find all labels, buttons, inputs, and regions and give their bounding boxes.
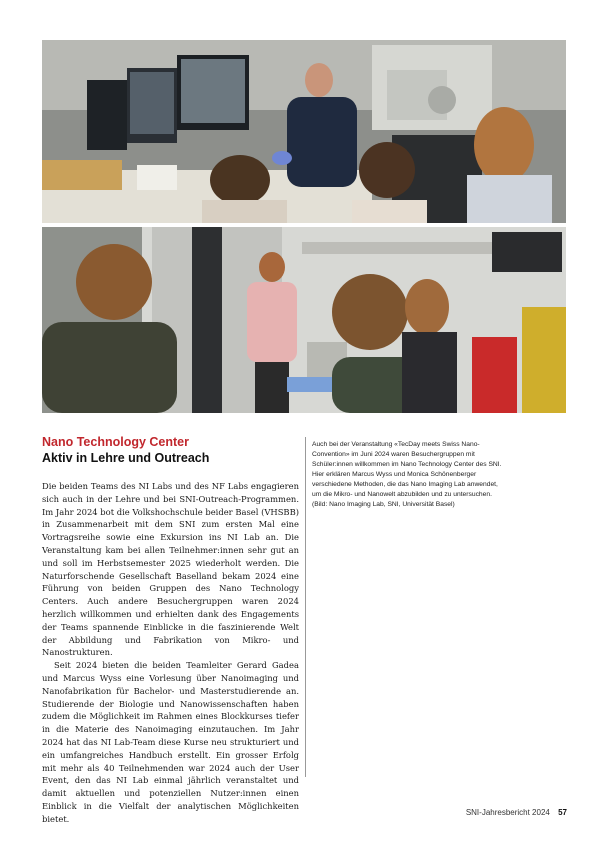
photo-caption: Auch bei der Veranstaltung «TecDay meets Swiss Nano-Convention» im Juni 2024 waren Besuchergruppen mit Schüler:innen willkommen im Nano Technology Center des SNI. Hier erklären Marcus Wyss und Monica Schönenberger verschiedene Methoden, die das Nano Imaging Lab anwendet, um die Mikro- und Nanowelt abzubilden und zu untersuchen. (Bild: Nano Imaging Lab, SNI, Universität Basel) xyxy=(312,441,502,508)
publication-name: SNI-Jahresbericht 2024 xyxy=(465,808,550,817)
body-paragraph: Die beiden Teams des NI Labs und des NF Labs engagieren sich auch in der Lehre und bei SNI-Outreach-Programmen. Im Jahr 2024 bot die Volkshochschule beider Basel (VHSBB) in Zusammenarbeit mit dem SNI zum ersten Mal eine Vortragsreihe sowie eine Exkursion ins NI Lab an. Die Veranstaltung kam bei allen Teilnehmer:innen sehr gut an und soll im Herbstsemester 2025 wiederholt werden. Die Naturforschende Gesellschaft Baselland bekam 2024 eine Führung von beiden Gruppen des Nano Technology Centers. Auch andere Besuchergruppen waren 2024 herzlich willkommen und erhielten dank des Engagements der Teams spannende Einblicke in die faszinierende Welt der Abbildung und Fabrikation von Mikro- und Nanostrukturen. xyxy=(42,481,300,658)
page-footer xyxy=(466,808,567,817)
body-paragraph: Seit 2024 bieten die beiden Teamleiter Gerard Gadea und Marcus Wyss eine Vorlesung über Nanoimaging und Nanofabrikation für Bachelor- und Masterstudierende an. Studierende der Biologie und Nanowissenschaften haben zudem die Möglichkeit im Rahmen eines Blockkurses tiefer in die Materie des Nanoimaging einzutauchen. Im Jahr 2024 hat das NI Lab-Team diese Kurse neu strukturiert und ein umfangreiches Handbuch erstellt. Ein grosser Erfolg mit mehr als 40 Teilnehmenden war 2024 auch der User Event, den das NI Lab einmal jährlich veranstaltet und damit aktuellen und potenziellen Nutzer:innen einen Einblick in die Vielfalt der analytischen Möglichkeiten bietet. xyxy=(42,660,299,824)
column-divider xyxy=(305,437,306,777)
photo-microscope-workstation xyxy=(42,40,566,223)
article-subtitle: Aktiv in Lehre und Outreach xyxy=(42,451,210,465)
article-body xyxy=(42,480,299,826)
photo-lab-visit xyxy=(42,227,566,413)
page-number: 57 xyxy=(558,808,567,817)
article-title: Nano Technology Center xyxy=(42,435,190,449)
